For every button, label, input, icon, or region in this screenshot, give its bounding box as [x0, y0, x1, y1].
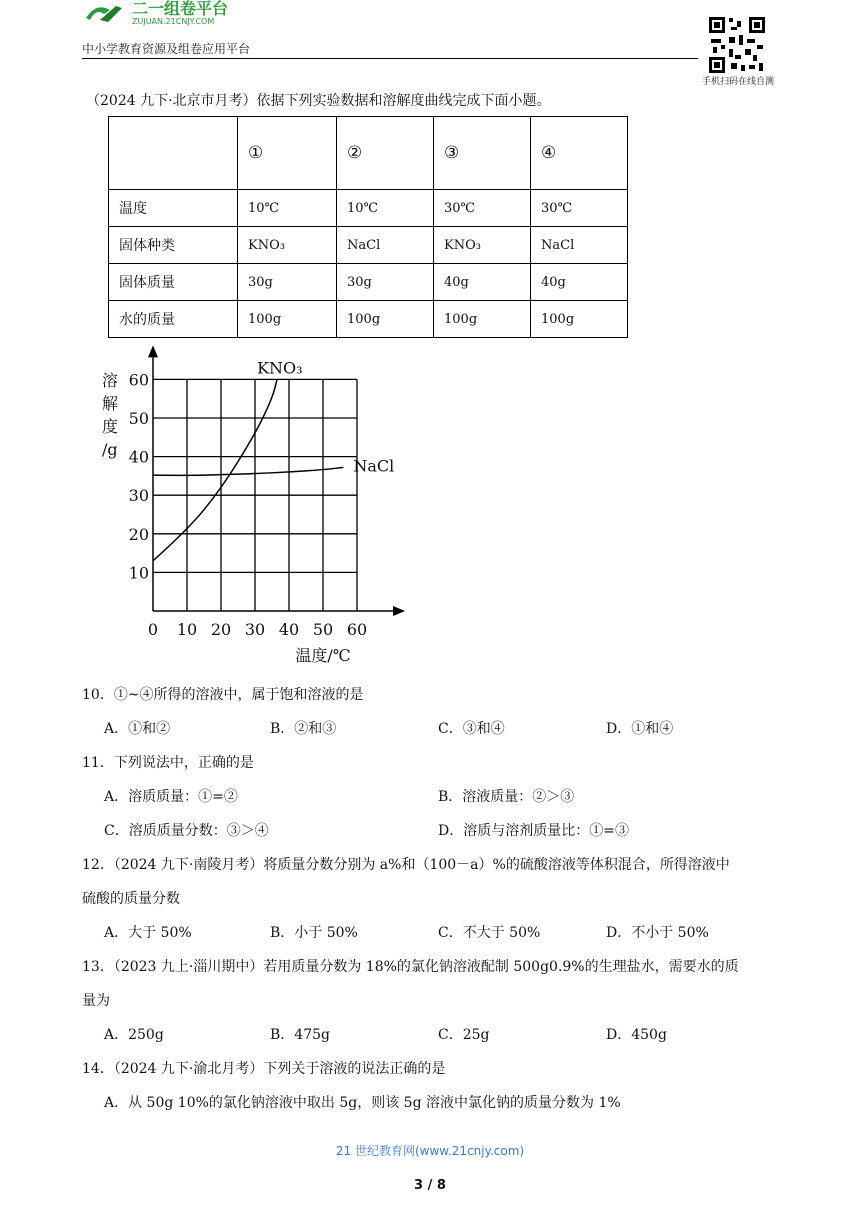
- y-axis-label: 溶: [102, 371, 119, 390]
- table-cell: 100g: [531, 301, 628, 338]
- solubility-chart-svg: [100, 342, 430, 672]
- y-tick-label: 20: [128, 524, 149, 544]
- question-12-option-a[interactable]: A．大于 50%: [104, 925, 192, 941]
- question-12-option-d[interactable]: D．不小于 50%: [606, 925, 709, 941]
- table-row: [109, 190, 628, 227]
- question-13-option-d[interactable]: D．450g: [606, 1027, 667, 1043]
- question-11-option-d[interactable]: D．溶质与溶剂质量比：①=③: [438, 823, 629, 839]
- question-12-stem: 12．（2024 九下·南陵月考）将质量分数分别为 a%和（100－a）%的硫酸溶液等体积混合，所得溶液中: [82, 857, 730, 873]
- x-tick-label: 50: [312, 620, 334, 639]
- y-tick-label: 50: [128, 409, 149, 428]
- question-11-stem: 11．下列说法中，正确的是: [82, 755, 254, 771]
- question-10-option-a[interactable]: A．①和②: [104, 721, 171, 737]
- table-cell: 温度: [109, 190, 238, 227]
- question-10-option-c[interactable]: C．③和④: [438, 721, 505, 737]
- table-cell: NaCl: [337, 227, 434, 264]
- y-tick-label: 10: [128, 563, 149, 583]
- x-axis-label: 温度/℃: [295, 646, 351, 665]
- question-12-option-c[interactable]: C．不大于 50%: [438, 925, 541, 941]
- question-13-option-c[interactable]: C．25g: [438, 1027, 490, 1043]
- y-axis-arrow-icon: [148, 345, 158, 357]
- x-tick-label: 40: [278, 620, 300, 639]
- table-header-cell: ③: [434, 117, 531, 190]
- qr-caption: 手机扫码在线自测: [701, 77, 774, 87]
- table-cell: 30℃: [531, 190, 628, 227]
- question-14-option-a[interactable]: A．从 50g 10%的氯化钠溶液中取出 5g，则该 5g 溶液中氯化钠的质量分数为 1%: [104, 1095, 621, 1111]
- footer-link[interactable]: 21 世纪教育网(www.21cnjy.com): [335, 1144, 525, 1158]
- question-11-option-a[interactable]: A．溶质质量：①=②: [104, 789, 238, 805]
- x-tick-label: 20: [210, 620, 232, 639]
- nacl-curve: [153, 467, 343, 475]
- table-cell: NaCl: [531, 227, 628, 264]
- x-tick-label: 60: [346, 620, 368, 639]
- table-header-cell: ②: [337, 117, 434, 190]
- table-cell: 30g: [337, 264, 434, 301]
- table-row: [109, 301, 628, 338]
- table-cell: 100g: [337, 301, 434, 338]
- question-11-option-b[interactable]: B．溶液质量：②＞③: [438, 789, 575, 805]
- question-10-option-d[interactable]: D．①和④: [606, 721, 674, 737]
- table-row: [109, 264, 628, 301]
- y-axis-label: 解: [102, 394, 119, 413]
- question-13-option-b[interactable]: B．475g: [270, 1027, 330, 1043]
- table-cell: 固体质量: [109, 264, 238, 301]
- solubility-chart: [100, 342, 430, 672]
- platform-logo: [82, 0, 272, 26]
- table-header-cell: ④: [531, 117, 628, 190]
- table-header-cell: ①: [238, 117, 337, 190]
- page-number: 3 / 8: [414, 1178, 446, 1193]
- question-intro: （2024 九下·北京市月考）依据下列实验数据和溶解度曲线完成下面小题。: [86, 93, 551, 109]
- table-cell: KNO₃: [238, 227, 337, 264]
- table-row: [109, 227, 628, 264]
- table-cell: 40g: [531, 264, 628, 301]
- question-13-stem: 13．（2023 九上·淄川期中）若用质量分数为 18%的氯化钠溶液配制 500g0.9%的生理盐水，需要水的质: [82, 959, 739, 975]
- qr-code-icon[interactable]: [707, 15, 767, 75]
- table-cell: 30℃: [434, 190, 531, 227]
- y-tick-label: 40: [128, 447, 149, 467]
- table-cell: 100g: [238, 301, 337, 338]
- table-cell: 100g: [434, 301, 531, 338]
- table-cell: 30g: [238, 264, 337, 301]
- nacl-series-label: NaCl: [353, 456, 395, 476]
- table-cell: 10℃: [238, 190, 337, 227]
- x-tick-label: 0: [147, 620, 159, 639]
- x-tick-label: 30: [244, 620, 266, 639]
- question-13-stem-cont: 量为: [82, 993, 110, 1009]
- header-divider: [82, 58, 698, 59]
- logo-text: 二一组卷平台: [132, 0, 229, 18]
- x-axis-arrow-icon: [393, 606, 405, 616]
- x-tick-label: 10: [176, 620, 198, 639]
- y-axis-label: /g: [102, 440, 118, 459]
- table-cell: KNO₃: [434, 227, 531, 264]
- logo-subtext: ZUJUAN.21CNJY.COM: [132, 17, 215, 26]
- experiment-table: [108, 116, 628, 338]
- y-tick-label: 60: [128, 370, 149, 390]
- y-tick-label: 30: [128, 486, 149, 506]
- table-cell: 10℃: [337, 190, 434, 227]
- y-axis-label: 度: [102, 417, 119, 436]
- platform-name: 中小学教育资源及组卷应用平台: [82, 42, 251, 56]
- question-13-option-a[interactable]: A．250g: [104, 1027, 164, 1043]
- question-12-option-b[interactable]: B．小于 50%: [270, 925, 358, 941]
- table-cell: 固体种类: [109, 227, 238, 264]
- table-cell: 水的质量: [109, 301, 238, 338]
- kno3-series-label: KNO₃: [257, 358, 303, 378]
- question-10-option-b[interactable]: B．②和③: [270, 721, 337, 737]
- table-cell: 40g: [434, 264, 531, 301]
- question-14-stem: 14．（2024 九下·渝北月考）下列关于溶液的说法正确的是: [82, 1061, 446, 1077]
- question-12-stem-cont: 硫酸的质量分数: [82, 891, 180, 907]
- table-header-cell: [109, 117, 238, 190]
- question-10-stem: 10．①~④所得的溶液中，属于饱和溶液的是: [82, 687, 364, 703]
- table-header-row: [109, 117, 628, 190]
- question-11-option-c[interactable]: C．溶质质量分数：③＞④: [104, 823, 269, 839]
